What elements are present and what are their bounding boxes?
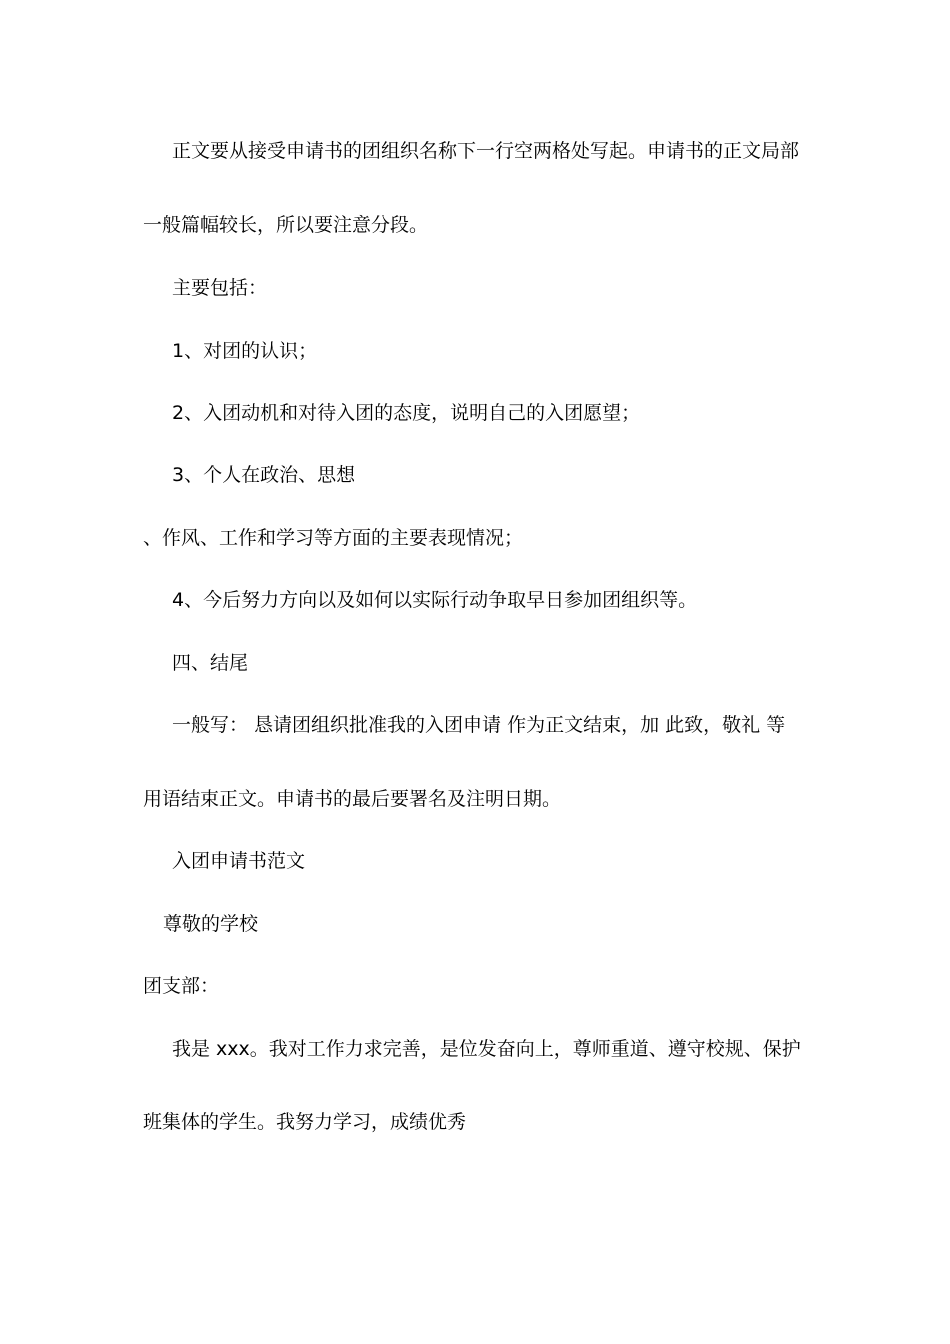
list-item: 2、入团动机和对待入团的态度，说明自己的入团愿望； (172, 402, 641, 424)
paragraph-line: 、作风、工作和学习等方面的主要表现情况； (143, 527, 524, 549)
paragraph-line: 一般写： 恳请团组织批准我的入团申请 作为正文结束，加 此致，敬礼 等 (172, 714, 786, 736)
list-item: 1、对团的认识； (172, 340, 318, 362)
sample-title: 入团申请书范文 (172, 850, 306, 872)
section-heading: 四、结尾 (172, 652, 249, 674)
paragraph-line: 一般篇幅较长，所以要注意分段。 (143, 214, 429, 236)
salutation-line: 尊敬的学校 (163, 913, 259, 935)
paragraph-line: 主要包括： (172, 277, 268, 299)
paragraph-line: 正文要从接受申请书的团组织名称下一行空两格处写起。申请书的正文局部 (172, 140, 800, 162)
paragraph-line: 班集体的学生。我努力学习，成绩优秀 (143, 1111, 467, 1133)
salutation-line: 团支部： (143, 975, 220, 997)
list-item: 3、个人在政治、思想 (172, 464, 356, 486)
paragraph-line: 我是 xxx。我对工作力求完善，是位发奋向上，尊师重道、遵守校规、保护 (172, 1038, 801, 1060)
paragraph-line: 用语结束正文。申请书的最后要署名及注明日期。 (143, 788, 562, 810)
list-item: 4、今后努力方向以及如何以实际行动争取早日参加团组织等。 (172, 589, 698, 611)
